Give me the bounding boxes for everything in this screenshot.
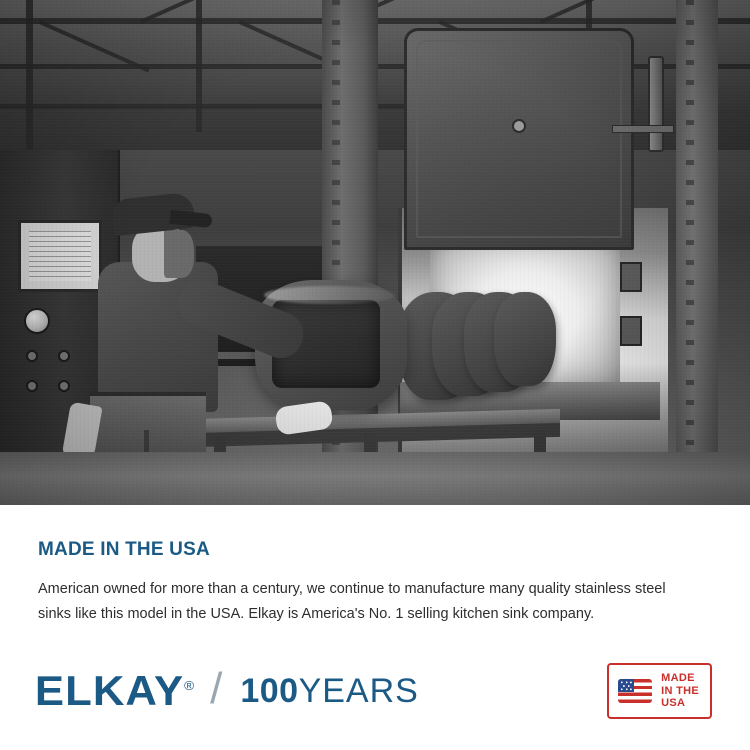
badge-line-3: USA	[661, 697, 686, 710]
furnace-hinge	[620, 316, 642, 346]
divider-slash: /	[210, 664, 223, 713]
ceiling-post	[26, 0, 33, 150]
elkay-logo-text: ELKAY	[34, 667, 185, 714]
furnace-door	[404, 28, 634, 250]
brand-lockup	[34, 664, 419, 714]
support-column	[676, 0, 718, 505]
brand-footer	[0, 632, 750, 750]
control-knob	[26, 380, 38, 392]
factory-floor	[0, 452, 750, 505]
anniversary-number: 100	[240, 672, 299, 710]
control-knob	[58, 380, 70, 392]
sink-basin-rim	[264, 286, 396, 304]
control-knob	[58, 350, 70, 362]
column-rivets	[686, 0, 694, 505]
elkay-logo	[34, 667, 196, 714]
body-copy: American owned for more than a century, we continue to manufacture many quality stainless steel sinks like this model in the USA. Elkay is America's No. 1 selling kitchen sink company.	[38, 581, 666, 623]
registered-trademark-icon: ®	[184, 678, 196, 693]
furnace-door-panel	[416, 40, 622, 238]
furnace-door-bolt	[512, 119, 526, 133]
door-lift-rail	[648, 56, 664, 152]
made-in-usa-badge	[607, 663, 712, 720]
page-title: MADE IN THE USA	[38, 539, 210, 560]
flag-canton	[618, 679, 634, 692]
badge-line-1: MADE	[661, 671, 695, 684]
door-lift-arm	[612, 125, 674, 133]
sink-blank	[494, 292, 556, 386]
made-in-usa-text	[661, 672, 699, 711]
ceiling-post	[196, 0, 202, 132]
anniversary-mark	[240, 674, 419, 708]
control-knob	[26, 350, 38, 362]
dial-gauge	[24, 308, 50, 334]
anniversary-word: YEARS	[298, 672, 419, 710]
chart-recorder-panel	[18, 220, 102, 292]
chart-paper	[29, 231, 91, 281]
furnace-hinge	[620, 262, 642, 292]
worker-face	[164, 230, 194, 278]
usa-flag-icon	[618, 679, 652, 703]
badge-line-2: IN THE	[661, 684, 699, 697]
